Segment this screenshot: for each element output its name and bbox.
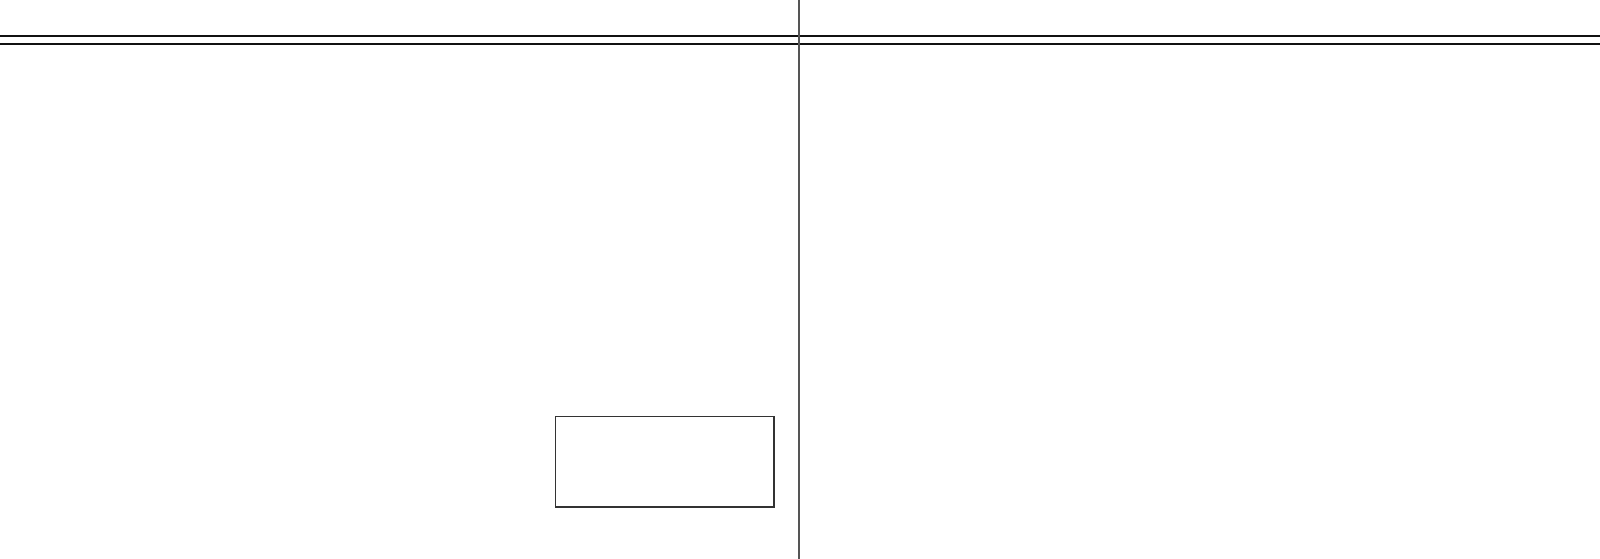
left-page [0, 0, 798, 559]
disclaimer-box [555, 416, 775, 508]
right-page [800, 0, 1600, 559]
header-rule [800, 35, 1600, 45]
header-rule [0, 35, 798, 45]
